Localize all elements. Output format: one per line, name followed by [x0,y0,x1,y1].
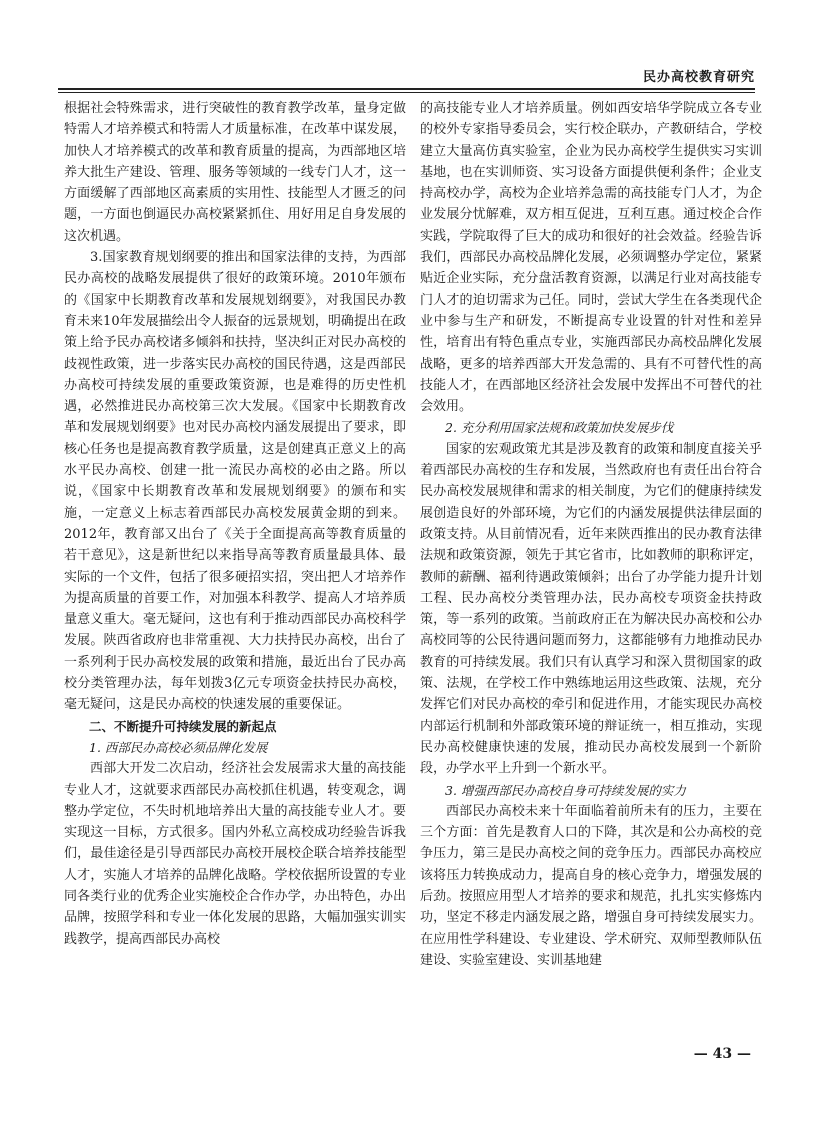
sub-heading: 3. 增强西部民办高校自身可持续发展的实力 [445,782,686,798]
paragraph: 3.国家教育规划纲要的推出和国家法律的支持，为西部民办高校的战略发展提供了很好的政策环境。2010年颁布的《国家中长期教育改革和发展规划纲要》，对我国民办教育未来10年发展描绘出令人振奋的远景规划，明确提出在政策上给予民办高校诸多倾斜和扶持，坚决纠正对民办高校的歧视性政策，进一步落实民办高校的国民待遇，这是西部民办高校可持续发展的重要政策资源，也是难得的历史性机遇，必然推进民办高校第三次大发展。《国家中长期教育改革和发展规划纲要》也对民办高校内涵发展提出了要求，即核心任务也是提高教育教学质量，这是创建真正意义上的高水平民办高校、创建一批一流民办高校的必由之路。所以说，《国家中长期教育改革和发展规划纲要》的颁布和实施，一定意义上标志着西部民办高校发展黄金期的到来。2012年，教育部又出台了《关于全面提高高等教育质量的若干意见》，这是新世纪以来指导高等教育质量最具体、最实际的一个文件，包括了很多硬招实招，突出把人才培养作为提高质量的首要工作，对加强本科教学、提高人才培养质量意义重大。毫无疑问，这也有利于推动西部民办高校科学发展。陕西省政府也非常重视、大力扶持民办高校，出台了一系列利于民办高校发展的政策和措施，最近出台了民办高校分类管理办法，每年划拨3亿元专项资金扶持民办高校，毫无疑问，这是民办高校的快速发展的重要保证。 [64,250,406,713]
paragraph: 根据社会特殊需求，进行突破性的教育教学改革，量身定做特需人才培养模式和特需人才质量标准，在改革中谋发展，加快人才培养模式的改革和教育质量的提高，为西部地区培养大批生产建设、管理、服务等领域的一线专门人才，这一方面缓解了西部地区高素质的实用性、技能型人才匮乏的问题，一方面也倒逼民办高校紧紧抓住、用好用足自身发展的这次机遇。 [64,101,406,244]
left-column [64,98,406,950]
header-rule-thin [58,92,755,93]
journal-title: 民办高校教育研究 [642,70,755,85]
paragraph: 国家的宏观政策尤其是涉及教育的政策和制度直接关乎着西部民办高校的生存和发展，当然政府也有责任出台符合民办高校发展规律和需求的相关制度，为它们的健康持续发展创造良好的外部环境，为它们的内涵发展提供法律层面的政策支持。从目前情况看，近年来陕西推出的民办教育法律法规和政策资源，领先于其它省市，比如教师的职称评定，教师的薪酬、福利待遇政策倾斜；出台了办学能力提升计划工程、民办高校分类管理办法，民办高校专项资金扶持政策，等一系列的政策。当前政府正在为解决民办高校和公办高校同等的公民待遇问题而努力，这都能够有力地推动民办教育的可持续发展。我们只有认真学习和深入贯彻国家的政策、法规，在学校工作中熟练地运用这些政策、法规，充分发挥它们对民办高校的牵引和促进作用，才能实现民办高校内部运行机制和外部政策环境的辩证统一，相互推动，实现民办高校健康快速的发展，推动民办高校发展到一个新阶段，办学水平上升到一个新水平。 [420,441,762,777]
paragraph: 西部大开发二次启动，经济社会发展需求大量的高技能专业人才，这就要求西部民办高校抓住机遇，转变观念，调整办学定位，不失时机地培养出大量的高技能专业人才。要实现这一目标，方式很多。国内外私立高校成功经验告诉我们，最佳途径是引导西部民办高校开展校企联合培养技能型人才，实施人才培养的品牌化战略。学校依据所设置的专业同各类行业的优秀企业实施校企合作办学，办出特色，办出品牌，按照学科和专业一体化发展的思路，大幅加强实训实践教学，提高西部民办高校 [64,761,406,947]
page-number: — 43 — [693,1046,751,1062]
sub-heading: 2. 充分利用国家法规和政策加快发展步伐 [445,420,674,436]
section-heading: 二、不断提升可持续发展的新起点 [89,718,277,734]
right-column [420,98,762,971]
paragraph: 的高技能专业人才培养质量。例如西安培华学院成立各专业的校外专家指导委员会，实行校企联办，产教研结合，学校建立大量高仿真实验室，企业为民办高校学生提供实习实训基地，也在实训师资、实习设备方面提供便利条件；企业支持高校办学，高校为企业培养急需的高技能专门人才，为企业发展分忧解难，双方相互促进，互利互惠。通过校企合作实践，学院取得了巨大的成功和很好的社会效益。经验告诉我们，西部民办高校品牌化发展，必须调整办学定位，紧紧贴近企业实际，充分盘活教育资源，以满足行业对高技能专门人才的迫切需求为己任。同时，尝试大学生在各类现代企业中参与生产和研发，不断提高专业设置的针对性和差异性，培育出有特色重点专业，实施西部民办高校品牌化发展战略，更多的培养西部大开发急需的、具有不可替代性的高技能人才，在西部地区经济社会发展中发挥出不可替代的社会效用。 [420,101,762,415]
paragraph: 西部民办高校未来十年面临着前所未有的压力，主要在三个方面：首先是教育人口的下降，其次是和公办高校的竞争压力，第三是民办高校之间的竞争压力。西部民办高校应该将压力转换成动力，提高自身的核心竞争力，增强发展的后劲。按照应用型人才培养的要求和规范，扎扎实实修炼内功，坚定不移走内涵发展之路，增强自身可持续发展实力。在应用性学科建设、专业建设、学术研究、双师型教师队伍建设、实验室建设、实训基地建 [420,803,762,968]
header-rule [58,88,755,90]
sub-heading: 1. 西部民办高校必须品牌化发展 [89,739,268,755]
